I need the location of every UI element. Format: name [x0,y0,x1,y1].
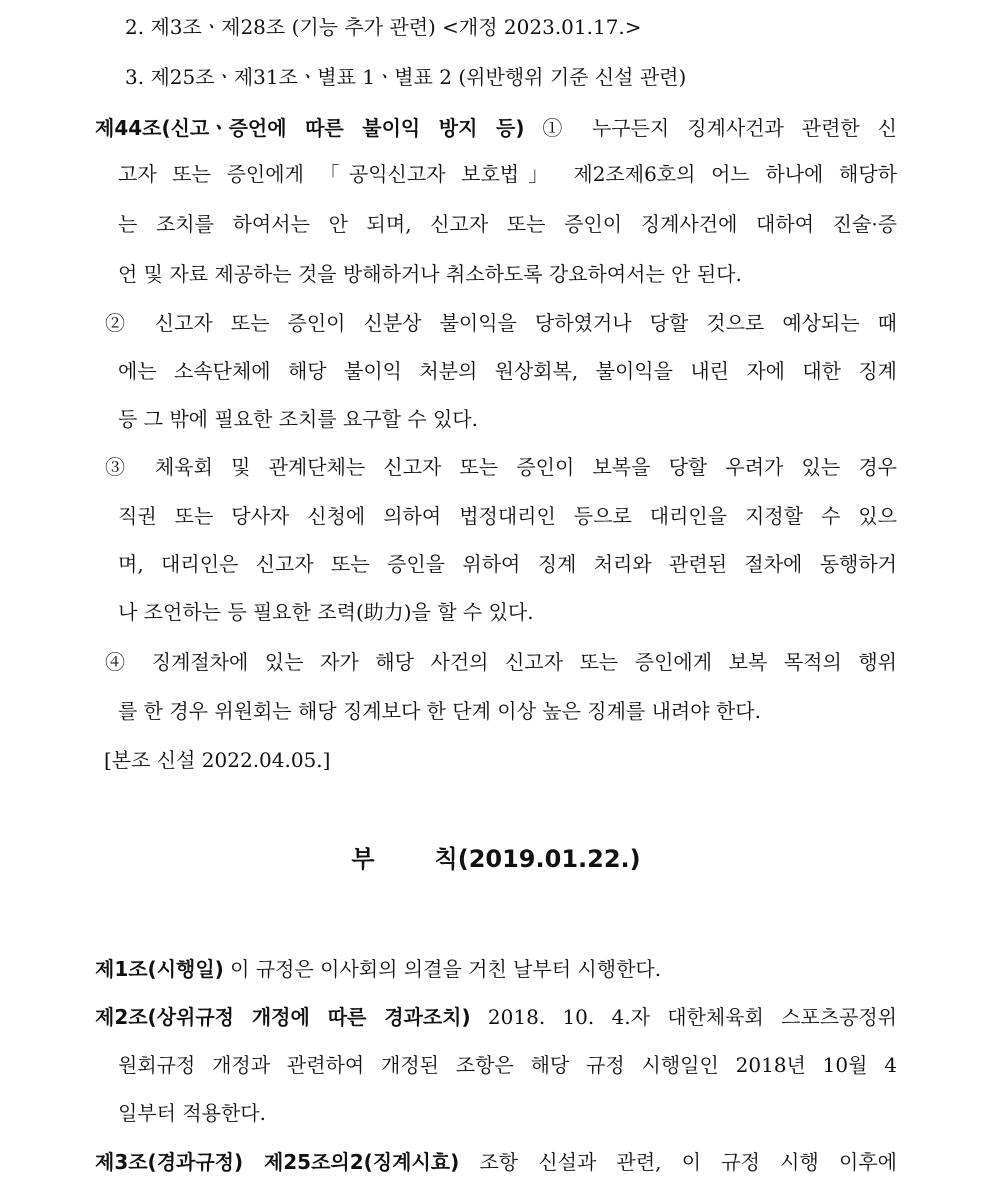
article-44-paragraph-1-line-3: 는 조치를 하여서는 안 되며, 신고자 또는 증인이 징계사건에 대하여 진술·증 [118,212,897,236]
addenda-heading-part-b: 칙(2019.01.22.) [434,845,641,873]
article-44-paragraph-2-line-1: ② 신고자 또는 증인이 신분상 불이익을 당하였거나 당할 것으로 예상되는 때 [105,311,897,335]
article-44-paragraph-3-line-2: 직권 또는 당사자 신청에 의하여 법정대리인 등으로 대리인을 지정할 수 있으 [118,504,897,528]
article-44-title: 제44조(신고ㆍ증언에 따른 불이익 방지 등) [95,116,525,140]
addenda-article-1-text: 이 규정은 이사회의 의결을 거친 날부터 시행한다. [230,957,662,981]
addenda-heading-part-a: 부 [351,845,375,873]
article-44-paragraph-2-line-3: 등 그 밖에 필요한 조치를 요구할 수 있다. [118,407,478,431]
article-44-paragraph-4-line-1: ④ 징계절차에 있는 자가 해당 사건의 신고자 또는 증인에게 보복 목적의 행위 [105,650,897,674]
addenda-article-1-title: 제1조(시행일) [95,957,224,981]
addenda-article-2-line-3: 일부터 적용한다. [118,1101,266,1125]
addenda-article-3-text-start: 조항 신설과 관련, 이 규정 시행 이후에 [479,1150,897,1174]
article-44-paragraph-1-line-4: 언 및 자료 제공하는 것을 방해하거나 취소하도록 강요하여서는 안 된다. [118,262,742,286]
article-44-paragraph-3-line-4: 나 조언하는 등 필요한 조력(助力)을 할 수 있다. [118,600,534,624]
article-44-paragraph-1-start: ① 누구든지 징계사건과 관련한 신 [542,116,897,140]
addenda-article-2-line-2: 원회규정 개정과 관련하여 개정된 조항은 해당 규정 시행일인 2018년 10월 4 [118,1053,897,1077]
article-44-paragraph-1-line-2: 고자 또는 증인에게 「공익신고자 보호법」 제2조제6호의 어느 하나에 해당하 [118,162,897,186]
addenda-article-2-text-start: 2018. 10. 4.자 대한체육회 스포츠공정위 [487,1005,897,1029]
addenda-heading [0,843,992,875]
list-item-3: 3. 제25조ㆍ제31조ㆍ별표 1ㆍ별표 2 (위반행위 기준 신설 관련) [125,65,687,89]
article-44-paragraph-4-line-2: 를 한 경우 위원회는 해당 징계보다 한 단계 이상 높은 징계를 내려야 한다. [118,699,761,723]
article-44-paragraph-3-line-1: ③ 체육회 및 관계단체는 신고자 또는 증인이 보복을 당할 우려가 있는 경우 [105,455,897,479]
article-44-paragraph-2-line-2: 에는 소속단체에 해당 불이익 처분의 원상회복, 불이익을 내린 자에 대한 징계 [118,359,897,383]
list-item-2: 2. 제3조ㆍ제28조 (기능 추가 관련) <개정 2023.01.17.> [125,15,642,39]
addenda-article-2-first-line [95,1003,897,1031]
addenda-article-1 [95,955,661,983]
article-44-note: [본조 신설 2022.04.05.] [104,748,331,772]
addenda-article-3-title: 제3조(경과규정) 제25조의2(징계시효) [95,1150,460,1174]
addenda-article-3-first-line [95,1148,897,1176]
article-44-first-line [95,114,897,142]
article-44-paragraph-3-line-3: 며, 대리인은 신고자 또는 증인을 위하여 징계 처리와 관련된 절차에 동행하거 [118,552,897,576]
addenda-article-2-title: 제2조(상위규정 개정에 따른 경과조치) [95,1005,471,1029]
